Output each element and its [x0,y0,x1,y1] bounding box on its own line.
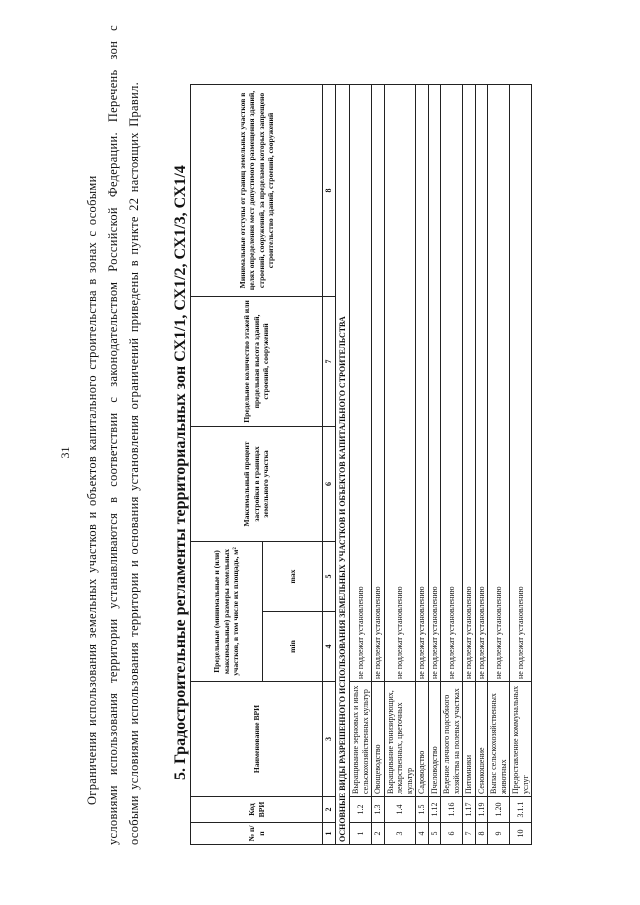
table-row [350,84,372,844]
row-value: не подлежат установлению [350,84,372,681]
table-row [384,84,416,844]
column-number: 3 [323,682,336,797]
row-name: Предоставление коммунальных услуг [510,682,532,797]
table-row [463,84,476,844]
row-num: 4 [416,823,429,845]
section-heading: 5. Градостроительные регламенты территориальных зон СХ1/1, СХ1/2, СХ1/3, СХ1/4 [172,165,189,780]
row-num: 10 [510,823,532,845]
header-floors: Предельное количество этажей или предельная высота зданий, строений, сооружений [191,296,323,426]
row-code: 3.1.1 [510,797,532,823]
column-number: 8 [323,84,336,296]
section-row [336,84,350,844]
table-row [372,84,385,844]
column-number: 5 [323,541,336,611]
header-num: № п/п [191,823,323,845]
row-code: 1.2 [350,797,372,823]
column-number: 7 [323,296,336,426]
table-row [510,84,532,844]
row-code: 1.5 [416,797,429,823]
row-value: не подлежат установлению [463,84,476,681]
row-value: не подлежат установлению [441,84,463,681]
table-row [475,84,488,844]
row-name: Сенокошение [475,682,488,797]
row-num: 9 [488,823,510,845]
row-code: 1.17 [463,797,476,823]
row-name: Выращивание зерновых и иных сельскохозяйственных культур [350,682,372,797]
section-title: ОСНОВНЫЕ ВИДЫ РАЗРЕШЕННОГО ИСПОЛЬЗОВАНИЯ ЗЕМЕЛЬНЫХ УЧАСТКОВ И ОБЪЕКТОВ КАПИТАЛЬНОГО СТРОИТЕЛЬСТВА [336,84,350,844]
header-min: min [263,612,323,682]
table-row [416,84,429,844]
intro-paragraph [82,25,145,845]
header-name: Наименование ВРИ [191,682,323,797]
header-code: Код ВРИ [191,797,323,823]
row-name: Овощеводство [372,682,385,797]
row-num: 2 [372,823,385,845]
row-value: не подлежат установлению [384,84,416,681]
page-number: 31 [58,446,72,459]
row-name: Ведение личного подсобного хозяйства на полевых участках [441,682,463,797]
intro-paragraph-rest: условиями использования территории устанавливаются в соответствии с законодательством Российской Федерации. Перечень зон с особыми условиями использования территории и основания установления ограничений приведены в пункте 22 настоящих Правил. [106,25,141,845]
header-setback: Минимальные отступы от границ земельных участков в целях определения мест допустимого размещения зданий, строений, сооружений, за пределами которых запрещено строительство зданий, строений, сооружений [191,84,323,296]
column-number: 6 [323,426,336,541]
header-percent: Максимальный процент застройки в границах земельного участка [191,426,323,541]
row-name: Пчеловодство [428,682,441,797]
row-value: не подлежат установлению [488,84,510,681]
row-code: 1.12 [428,797,441,823]
row-num: 5 [428,823,441,845]
table-row [441,84,463,844]
column-numbers-row [323,84,336,844]
row-code: 1.16 [441,797,463,823]
table-row [488,84,510,844]
row-name: Выращивание тонизирующих, лекарственных, цветочных культур [384,682,416,797]
row-name: Питомники [463,682,476,797]
row-code: 1.19 [475,797,488,823]
row-value: не подлежат установлению [372,84,385,681]
intro-paragraph-line1: Ограничения использования земельных участков и объектов капитального строительства в зонах с особыми [85,175,99,805]
header-max: max [263,541,323,611]
row-name: Садоводство [416,682,429,797]
row-code: 1.3 [372,797,385,823]
row-num: 7 [463,823,476,845]
row-value: не подлежат установлению [428,84,441,681]
column-number: 4 [323,612,336,682]
table-row [428,84,441,844]
row-num: 6 [441,823,463,845]
row-code: 1.20 [488,797,510,823]
row-code: 1.4 [384,797,416,823]
row-num: 1 [350,823,372,845]
regulations-table [190,84,532,845]
column-number: 2 [323,797,336,823]
row-num: 8 [475,823,488,845]
row-num: 3 [384,823,416,845]
row-value: не подлежат установлению [416,84,429,681]
column-number: 1 [323,823,336,845]
header-size-group: Предельные (минимальные и (или) максимальные) размеры земельных участков, в том числе их площадь, м² [191,541,263,681]
row-name: Выпас сельскохозяйственных животных [488,682,510,797]
row-value: не подлежат установлению [475,84,488,681]
row-value: не подлежат установлению [510,84,532,681]
